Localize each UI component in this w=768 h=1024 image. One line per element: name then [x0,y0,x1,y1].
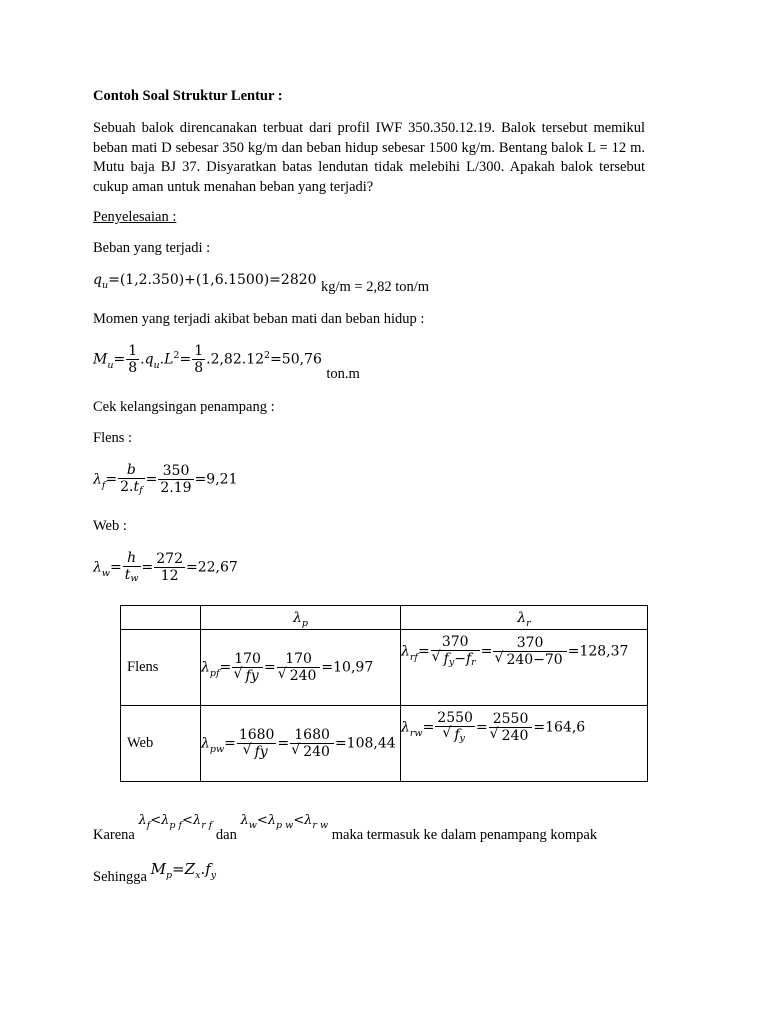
final-word: Sehingga [93,869,147,885]
lpf-result: =10,97 [321,659,374,676]
lpf-num1: 170 [234,651,261,667]
condition-web: $\lambda_w<\lambda_{p w}<\lambda_{r w}$ [240,813,329,831]
lambda-pw-cell: $\lambda_{pw}=$ 1680 √ fy = 1680 √ 240 =108,44 [201,706,401,782]
final-line [93,860,217,885]
conclusion-rest: maka termasuk ke dalam penampang kompak [331,827,598,843]
lpf-num2: 170 [277,651,321,668]
lrf-root: √ 240−70 [504,651,564,668]
load-heading: Beban yang terjadi : [93,240,211,256]
lambda-f-num2: 350 [158,463,193,480]
slenderness-heading: Cek kelangsingan penampang : [93,399,275,415]
lrw-root: √ 240 [500,727,531,744]
mu-equation: $M_u=$ $\frac{1}{8}$ $.q_u.L^2=$ $\frac{1}{8}$ $.2,82.12^2=50,76$ ton.m [93,343,360,382]
lrw-num1: 2550 [437,710,473,726]
flange-heading: Flens : [93,430,133,446]
lambda-w-num2: 272 [156,551,183,567]
lambda-rf-cell: $\lambda_{rf}=$ 370 √ fy−fr = 370 √ 240−70 =128,37 [401,630,648,706]
slenderness-table [120,605,648,782]
conclusion-and: dan [215,827,237,843]
lambda-f-equation: $\lambda_f=$ $\frac{b}{2.tf}$ = $\frac{350}{2.19}$ =9,21 [93,462,238,496]
lambda-w-equation: $\lambda_w=$ $\frac{h}{tw}$ = $\frac{272}{12}$ =22,67 [93,550,238,584]
lpw-num2: 1680 [290,727,334,744]
lpf-root: √ 240 [288,667,319,684]
lambda-f-num: b [118,462,145,479]
table-header-empty [121,606,201,630]
lrw-num2: 2550 [489,711,533,728]
lpw-root: √ 240 [301,743,332,760]
page-title: Contoh Soal Struktur Lentur : [93,88,283,104]
moment-heading: Momen yang terjadi akibat beban mati dan beban hidup : [93,311,425,327]
conclusion-word: Karena [93,827,135,843]
table-row [121,706,648,782]
lambda-rw-cell: $\lambda_{rw}=$ 2550 √ fy = 2550 √ 240 =164,6 [401,706,648,782]
mu-result: =50,76 [270,351,322,368]
lambda-f-result: =9,21 [194,471,238,488]
condition-flange: $\lambda_f<\lambda_{p f}<\lambda_{r f}$ [138,813,213,831]
conclusion-line [93,812,598,843]
mp-formula: $M_p=Z_x.f_y$ [150,860,217,881]
header-lambda-p: $\lambda_p$ [201,606,401,630]
mu-unit: ton.m [326,365,360,382]
lrf-result: =128,37 [567,643,629,660]
problem-statement: Sebuah balok direncanakan terbuat dari profil IWF 350.350.12.19. Balok tersebut memikul beban mati D sebesar 350 kg/m dan beban hidup sebesar 1500 kg/m. Bentang balok L = 12 m. Mutu baja BJ 37. Disyaratkan batas lendutan tidak melebihi L/300. Apakah balok tersebut cukup aman untuk menahan beban yang terjadi? [93,120,645,195]
lambda-pf-cell: $\lambda_{pf}=$ 170 √ fy = 170 √ 240 =10,97 [201,630,401,706]
lpw-num1: 1680 [238,727,275,743]
lrf-num1: 370 [431,634,480,651]
qu-equation: $q_u=(1,2.350)+(1,6.1500)=2820$ kg/m = 2,82 ton/m [93,272,430,295]
lrf-num2: 370 [493,635,566,652]
lambda-w-result: =22,67 [186,559,238,576]
table-row [121,630,648,706]
lambda-w-den2: 12 [160,568,179,584]
lrw-result: =164,6 [533,719,586,736]
lpw-result: =108,44 [334,735,396,752]
web-heading: Web : [93,518,127,534]
row-label: Flens [121,630,201,706]
row-label: Web [121,706,201,782]
qu-unit: kg/m = 2,82 ton/m [321,279,430,295]
lambda-f-den2: 2.19 [160,480,192,496]
qu-formula: =(1,2.350)+(1,6.1500)=2820 [108,272,317,288]
solution-heading: Penyelesaian : [93,209,177,225]
header-lambda-r: $\lambda_r$ [401,606,648,630]
lambda-w-num: h [123,550,141,567]
